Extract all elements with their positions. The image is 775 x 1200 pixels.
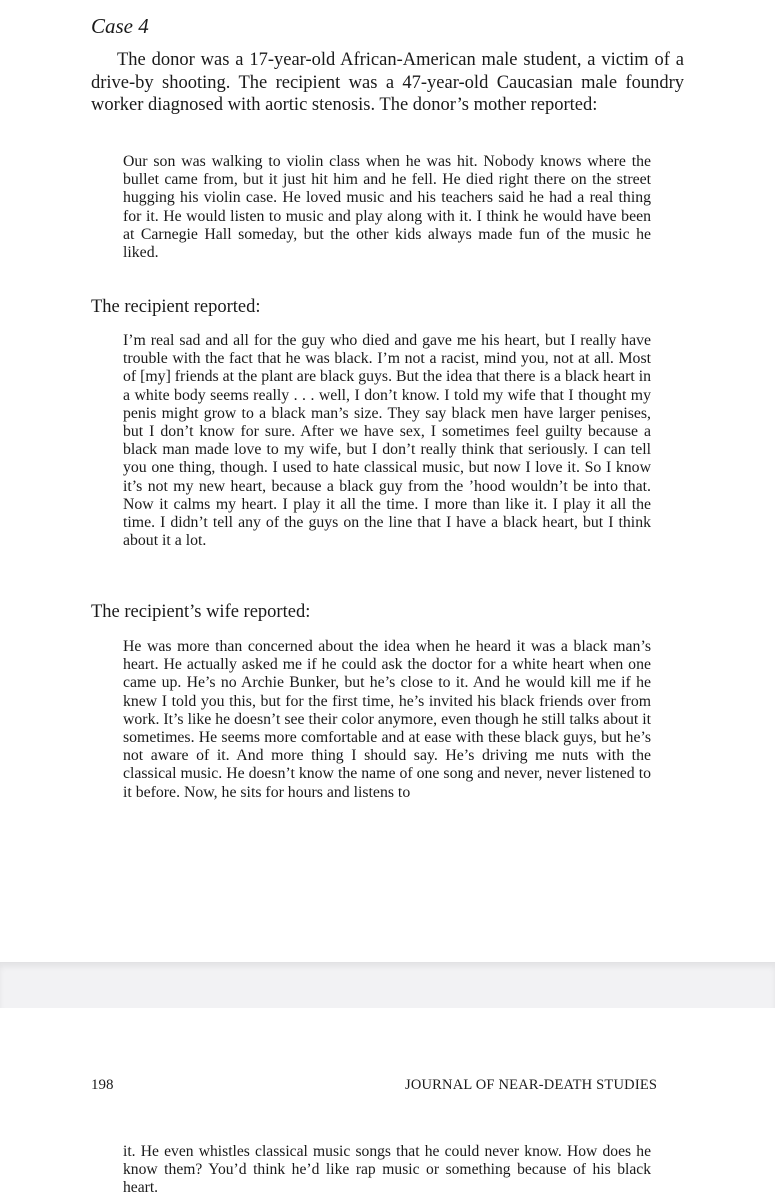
intro-paragraph: The donor was a 17-year-old African-American male student, a victim of a drive-by shooting. The recipient was a 47-year-old Caucasian male foundry worker diagnosed with aortic stenosis. The donor’s mother reported: [91, 50, 684, 115]
wife-quote-continued: it. He even whistles classical music songs that he could never know. How does he know them? You’d think he’d like rap music or something because of his black heart. [123, 1143, 651, 1197]
wife-quote: He was more than concerned about the idea when he heard it was a black man’s heart. He actually asked me if he could ask the doctor for a white heart when one came up. He’s no Archie Bunker, but he’s close to it. And he would kill me if he knew I told you this, but for the first time, he’s invited his black friends over from work. It’s like he doesn’t see their color anymore, even though he still talks about it sometimes. He seems more comfortable and at ease with these black guys, but he’s not aware of it. And more thing I should say. He’s driving me nuts with the classical music. He doesn’t know the name of one song and never, never listened to it before. Now, he sits for hours and listens to [123, 638, 651, 801]
recipient-intro: The recipient reported: [91, 297, 261, 317]
wife-intro: The recipient’s wife reported: [91, 602, 311, 622]
mother-quote: Our son was walking to violin class when he was hit. Nobody knows where the bullet came from, but it just hit him and he fell. He died right there on the street hugging his violin case. He loved music and his teachers said he had a real thing for it. He would listen to music and play along with it. I think he would have been at Carnegie Hall someday, but the other kids always made fun of the music he liked. [123, 153, 651, 262]
page-number: 198 [91, 1077, 114, 1093]
journal-running-header: JOURNAL OF NEAR-DEATH STUDIES [405, 1077, 658, 1093]
page-separator [0, 962, 775, 1009]
recipient-quote: I’m real sad and all for the guy who died and gave me his heart, but I really have trouble with the fact that he was black. I’m not a racist, mind you, not at all. Most of [my] friends at the plant are black guys. But the idea that there is a black heart in a white body seems really . . . well, I don’t know. I told my wife that I thought my penis might grow to a black man’s size. They say black men have larger penises, but I don’t know for sure. After we have sex, I sometimes feel guilty because a black man made love to my wife, but I don’t really think that seriously. I can tell you one thing, though. I used to hate classical music, but now I love it. So I know it’s not my new heart, because a black guy from the ’hood wouldn’t be into that. Now it calms my heart. I play it all the time. I more than like it. I play it all the time. I didn’t tell any of the guys on the line that I have a black heart, but I think about it a lot. [123, 332, 651, 550]
case-heading: Case 4 [91, 14, 149, 38]
